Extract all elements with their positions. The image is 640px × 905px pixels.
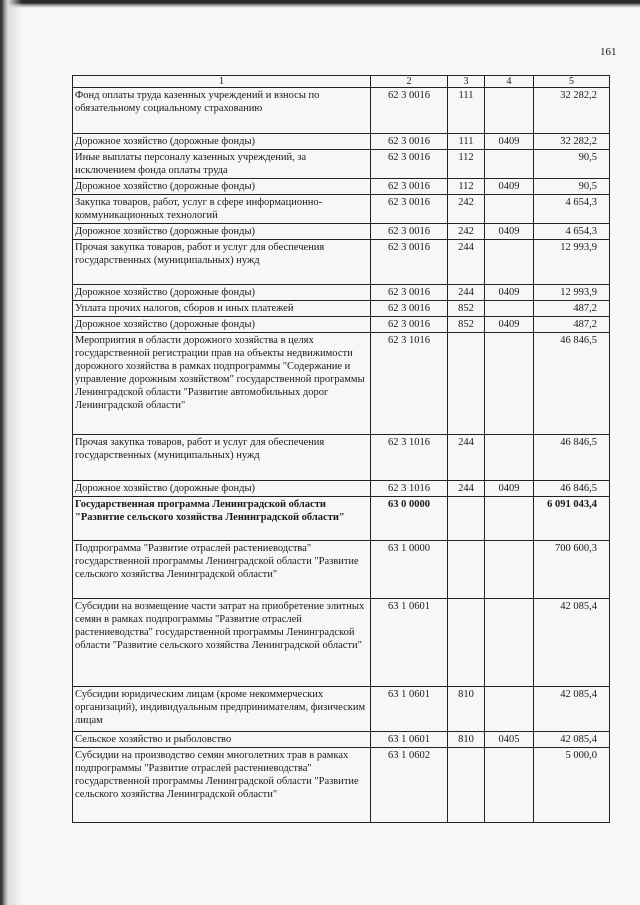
row-kvr-cell xyxy=(448,748,485,823)
row-code-cell: 62 3 0016 xyxy=(371,150,448,179)
row-kvr-cell: 242 xyxy=(448,224,485,240)
row-name-cell: Мероприятия в области дорожного хозяйства в целях государственной регистрации прав на объекты недвижимости дорожного хозяйства в рамках подпрограммы "Содержание и управление дорожным хозяйством" государственной программы Ленинградской области "Развитие автомобильных дорог Ленинградской области" xyxy=(73,333,371,435)
row-name-cell: Иные выплаты персоналу казенных учреждений, за исключением фонда оплаты труда xyxy=(73,150,371,179)
row-name-cell: Фонд оплаты труда казенных учреждений и взносы по обязательному социальному страхованию xyxy=(73,88,371,134)
row-sum-cell: 487,2 xyxy=(534,301,610,317)
row-code-cell: 63 1 0601 xyxy=(371,599,448,687)
table-row xyxy=(73,240,610,285)
row-code-cell: 62 3 1016 xyxy=(371,481,448,497)
table-row xyxy=(73,599,610,687)
row-sum-cell: 5 000,0 xyxy=(534,748,610,823)
row-sum-cell: 12 993,9 xyxy=(534,285,610,301)
table-row xyxy=(73,317,610,333)
row-sum-cell: 42 085,4 xyxy=(534,687,610,732)
row-kvr-cell xyxy=(448,599,485,687)
table-row xyxy=(73,435,610,481)
row-code-cell: 62 3 1016 xyxy=(371,333,448,435)
row-name-cell: Уплата прочих налогов, сборов и иных платежей xyxy=(73,301,371,317)
row-section-cell: 0409 xyxy=(485,481,534,497)
row-sum-cell: 4 654,3 xyxy=(534,224,610,240)
row-code-cell: 62 3 0016 xyxy=(371,240,448,285)
header-col-3: 3 xyxy=(448,76,485,88)
row-section-cell xyxy=(485,333,534,435)
scan-edge-left xyxy=(0,0,22,905)
table-row xyxy=(73,88,610,134)
row-section-cell xyxy=(485,497,534,541)
row-kvr-cell: 244 xyxy=(448,285,485,301)
row-kvr-cell xyxy=(448,497,485,541)
row-sum-cell: 6 091 043,4 xyxy=(534,497,610,541)
row-section-cell: 0405 xyxy=(485,732,534,748)
row-section-cell xyxy=(485,195,534,224)
table-row xyxy=(73,748,610,823)
row-code-cell: 62 3 0016 xyxy=(371,195,448,224)
row-name-cell: Дорожное хозяйство (дорожные фонды) xyxy=(73,224,371,240)
row-name-cell: Прочая закупка товаров, работ и услуг для обеспечения государственных (муниципальных) нужд xyxy=(73,435,371,481)
row-sum-cell: 4 654,3 xyxy=(534,195,610,224)
row-sum-cell: 32 282,2 xyxy=(534,88,610,134)
table-row xyxy=(73,541,610,599)
row-name-cell: Дорожное хозяйство (дорожные фонды) xyxy=(73,317,371,333)
row-section-cell xyxy=(485,301,534,317)
table-row xyxy=(73,687,610,732)
row-sum-cell: 90,5 xyxy=(534,150,610,179)
row-name-cell: Субсидии на возмещение части затрат на приобретение элитных семян в рамках подпрограммы "Развитие отраслей растениеводства" государственной программы Ленинградской области "Развитие сельского хозяйства Ленинградской области" xyxy=(73,599,371,687)
row-kvr-cell: 244 xyxy=(448,435,485,481)
row-sum-cell: 32 282,2 xyxy=(534,134,610,150)
row-section-cell xyxy=(485,435,534,481)
row-code-cell: 63 1 0602 xyxy=(371,748,448,823)
row-section-cell xyxy=(485,240,534,285)
row-code-cell: 62 3 0016 xyxy=(371,134,448,150)
row-section-cell: 0409 xyxy=(485,134,534,150)
header-col-2: 2 xyxy=(371,76,448,88)
row-kvr-cell: 111 xyxy=(448,88,485,134)
budget-table xyxy=(72,75,610,823)
row-sum-cell: 46 846,5 xyxy=(534,435,610,481)
row-section-cell xyxy=(485,599,534,687)
table-row xyxy=(73,333,610,435)
page-number: 161 xyxy=(600,46,617,58)
row-sum-cell: 46 846,5 xyxy=(534,333,610,435)
row-sum-cell: 90,5 xyxy=(534,179,610,195)
row-name-cell: Субсидии на производство семян многолетних трав в рамках подпрограммы "Развитие отраслей растениеводства" государственной программы Ленинградской области "Развитие сельского хозяйства Ленинградской области" xyxy=(73,748,371,823)
row-section-cell: 0409 xyxy=(485,224,534,240)
table-row xyxy=(73,732,610,748)
row-code-cell: 62 3 0016 xyxy=(371,317,448,333)
table-row xyxy=(73,224,610,240)
row-name-cell: Сельское хозяйство и рыболовство xyxy=(73,732,371,748)
row-code-cell: 62 3 1016 xyxy=(371,435,448,481)
row-section-cell xyxy=(485,541,534,599)
table-row xyxy=(73,285,610,301)
row-name-cell: Субсидии юридическим лицам (кроме некоммерческих организаций), индивидуальным предпринимателям, физическим лицам xyxy=(73,687,371,732)
row-name-cell: Дорожное хозяйство (дорожные фонды) xyxy=(73,285,371,301)
row-code-cell: 62 3 0016 xyxy=(371,179,448,195)
row-section-cell: 0409 xyxy=(485,179,534,195)
row-name-cell: Дорожное хозяйство (дорожные фонды) xyxy=(73,179,371,195)
row-kvr-cell: 852 xyxy=(448,317,485,333)
row-kvr-cell: 852 xyxy=(448,301,485,317)
row-code-cell: 63 1 0601 xyxy=(371,687,448,732)
row-sum-cell: 42 085,4 xyxy=(534,732,610,748)
row-code-cell: 62 3 0016 xyxy=(371,88,448,134)
row-code-cell: 62 3 0016 xyxy=(371,224,448,240)
row-sum-cell: 487,2 xyxy=(534,317,610,333)
row-kvr-cell xyxy=(448,541,485,599)
row-section-cell xyxy=(485,687,534,732)
table-row xyxy=(73,150,610,179)
budget-table-body xyxy=(73,76,610,823)
row-code-cell: 63 0 0000 xyxy=(371,497,448,541)
table-row xyxy=(73,195,610,224)
row-section-cell: 0409 xyxy=(485,285,534,301)
row-section-cell xyxy=(485,748,534,823)
row-code-cell: 62 3 0016 xyxy=(371,285,448,301)
table-row xyxy=(73,301,610,317)
row-kvr-cell: 112 xyxy=(448,150,485,179)
row-kvr-cell: 112 xyxy=(448,179,485,195)
row-kvr-cell: 242 xyxy=(448,195,485,224)
row-name-cell: Подпрограмма "Развитие отраслей растениеводства" государственной программы Ленинградской области "Развитие сельского хозяйства Ленинградской области" xyxy=(73,541,371,599)
table-row xyxy=(73,134,610,150)
row-kvr-cell xyxy=(448,333,485,435)
header-col-4: 4 xyxy=(485,76,534,88)
row-name-cell: Государственная программа Ленинградской области "Развитие сельского хозяйства Ленинградской области" xyxy=(73,497,371,541)
header-col-1: 1 xyxy=(73,76,371,88)
row-section-cell xyxy=(485,88,534,134)
row-sum-cell: 42 085,4 xyxy=(534,599,610,687)
scan-edge-top xyxy=(0,0,640,8)
row-name-cell: Прочая закупка товаров, работ и услуг для обеспечения государственных (муниципальных) нужд xyxy=(73,240,371,285)
table-row xyxy=(73,497,610,541)
row-name-cell: Закупка товаров, работ, услуг в сфере информационно-коммуникационных технологий xyxy=(73,195,371,224)
row-name-cell: Дорожное хозяйство (дорожные фонды) xyxy=(73,481,371,497)
row-code-cell: 63 1 0000 xyxy=(371,541,448,599)
header-col-5: 5 xyxy=(534,76,610,88)
row-section-cell: 0409 xyxy=(485,317,534,333)
table-row xyxy=(73,179,610,195)
row-name-cell: Дорожное хозяйство (дорожные фонды) xyxy=(73,134,371,150)
table-header-row xyxy=(73,76,610,88)
row-sum-cell: 12 993,9 xyxy=(534,240,610,285)
row-code-cell: 63 1 0601 xyxy=(371,732,448,748)
row-kvr-cell: 244 xyxy=(448,481,485,497)
row-kvr-cell: 111 xyxy=(448,134,485,150)
row-kvr-cell: 810 xyxy=(448,732,485,748)
row-kvr-cell: 244 xyxy=(448,240,485,285)
row-code-cell: 62 3 0016 xyxy=(371,301,448,317)
row-sum-cell: 700 600,3 xyxy=(534,541,610,599)
row-sum-cell: 46 846,5 xyxy=(534,481,610,497)
row-section-cell xyxy=(485,150,534,179)
table-row xyxy=(73,481,610,497)
row-kvr-cell: 810 xyxy=(448,687,485,732)
